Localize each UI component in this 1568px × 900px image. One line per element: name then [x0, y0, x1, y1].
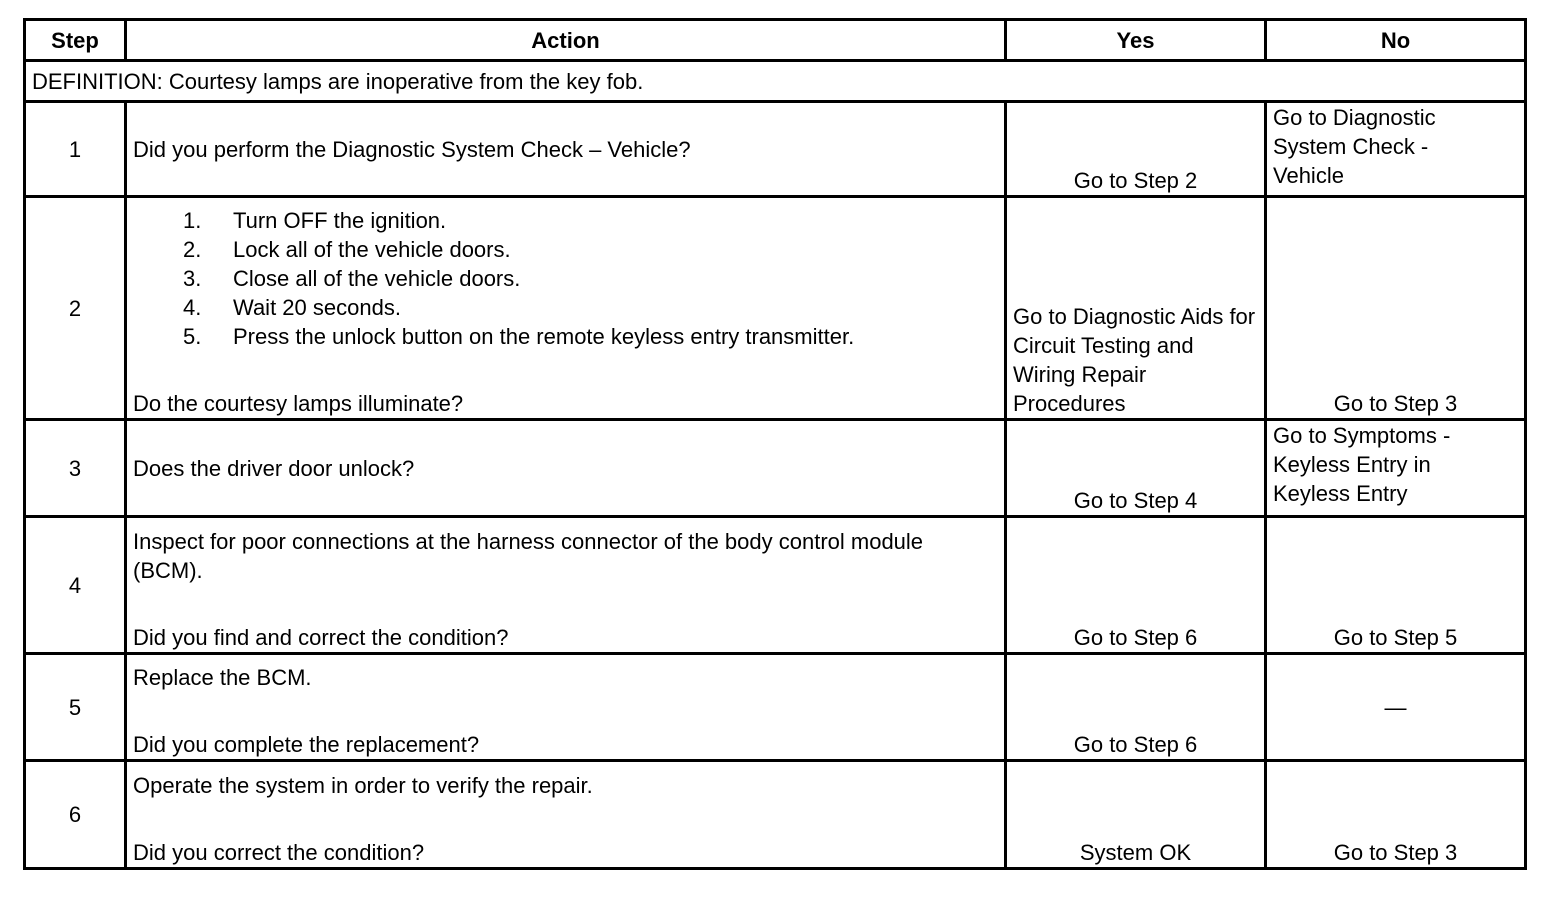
action-cell — [126, 420, 1006, 517]
step-number: 2 — [25, 197, 126, 420]
header-no: No — [1266, 20, 1526, 61]
header-yes: Yes — [1006, 20, 1266, 61]
substep-text: Press the unlock button on the remote keyless entry transmitter. — [233, 324, 855, 349]
substep-list — [133, 206, 998, 351]
action-question: Did you complete the replacement? — [133, 732, 480, 757]
list-item — [133, 293, 998, 322]
list-item — [133, 264, 998, 293]
table-row — [25, 654, 1526, 761]
substep-text: Wait 20 seconds. — [233, 295, 401, 320]
action-cell — [126, 517, 1006, 654]
action-instruction: Replace the BCM. — [133, 665, 312, 690]
substep-number: 4. — [183, 295, 202, 320]
action-question: Did you find and correct the condition? — [133, 625, 509, 650]
step-number: 1 — [25, 102, 126, 197]
yes-cell: System OK — [1006, 761, 1266, 869]
yes-cell: Go to Step 4 — [1006, 420, 1266, 517]
action-instruction: Operate the system in order to verify the repair. — [133, 773, 593, 798]
diagnostic-table — [23, 18, 1527, 870]
action-question: Did you perform the Diagnostic System Check – Vehicle? — [133, 136, 691, 162]
no-cell: Go to Symptoms - Keyless Entry in Keyless Entry — [1266, 420, 1526, 517]
action-instruction: Inspect for poor connections at the harness connector of the body control module (BCM). — [133, 529, 924, 583]
table-row — [25, 197, 1526, 420]
no-cell: Go to Step 5 — [1266, 517, 1526, 654]
step-number: 5 — [25, 654, 126, 761]
table-row — [25, 517, 1526, 654]
yes-cell: Go to Diagnostic Aids for Circuit Testing and Wiring Repair Procedures — [1006, 197, 1266, 420]
list-item — [133, 235, 998, 264]
table-row — [25, 761, 1526, 869]
action-cell — [126, 102, 1006, 197]
yes-cell: Go to Step 6 — [1006, 517, 1266, 654]
action-cell — [126, 761, 1006, 869]
no-cell: — — [1266, 654, 1526, 761]
substep-number: 2. — [183, 237, 202, 262]
header-row — [25, 20, 1526, 61]
substep-text: Turn OFF the ignition. — [233, 208, 447, 233]
action-cell — [126, 654, 1006, 761]
header-step: Step — [25, 20, 126, 61]
substep-number: 3. — [183, 266, 202, 291]
definition-text: DEFINITION: Courtesy lamps are inoperative from the key fob. — [25, 61, 1526, 102]
yes-cell: Go to Step 6 — [1006, 654, 1266, 761]
step-number: 6 — [25, 761, 126, 869]
table-row — [25, 102, 1526, 197]
action-question: Does the driver door unlock? — [133, 455, 415, 481]
no-cell: Go to Diagnostic System Check - Vehicle — [1266, 102, 1526, 197]
action-cell — [126, 197, 1006, 420]
substep-number: 5. — [183, 324, 202, 349]
no-cell: Go to Step 3 — [1266, 761, 1526, 869]
list-item — [133, 206, 998, 235]
substep-text: Close all of the vehicle doors. — [233, 266, 521, 291]
substep-number: 1. — [183, 208, 202, 233]
table-row — [25, 420, 1526, 517]
action-question: Do the courtesy lamps illuminate? — [133, 391, 464, 416]
step-number: 4 — [25, 517, 126, 654]
substep-text: Lock all of the vehicle doors. — [233, 237, 511, 262]
no-cell: Go to Step 3 — [1266, 197, 1526, 420]
yes-cell: Go to Step 2 — [1006, 102, 1266, 197]
action-question: Did you correct the condition? — [133, 840, 425, 865]
list-item — [133, 322, 998, 351]
step-number: 3 — [25, 420, 126, 517]
definition-row — [25, 61, 1526, 102]
header-action: Action — [126, 20, 1006, 61]
